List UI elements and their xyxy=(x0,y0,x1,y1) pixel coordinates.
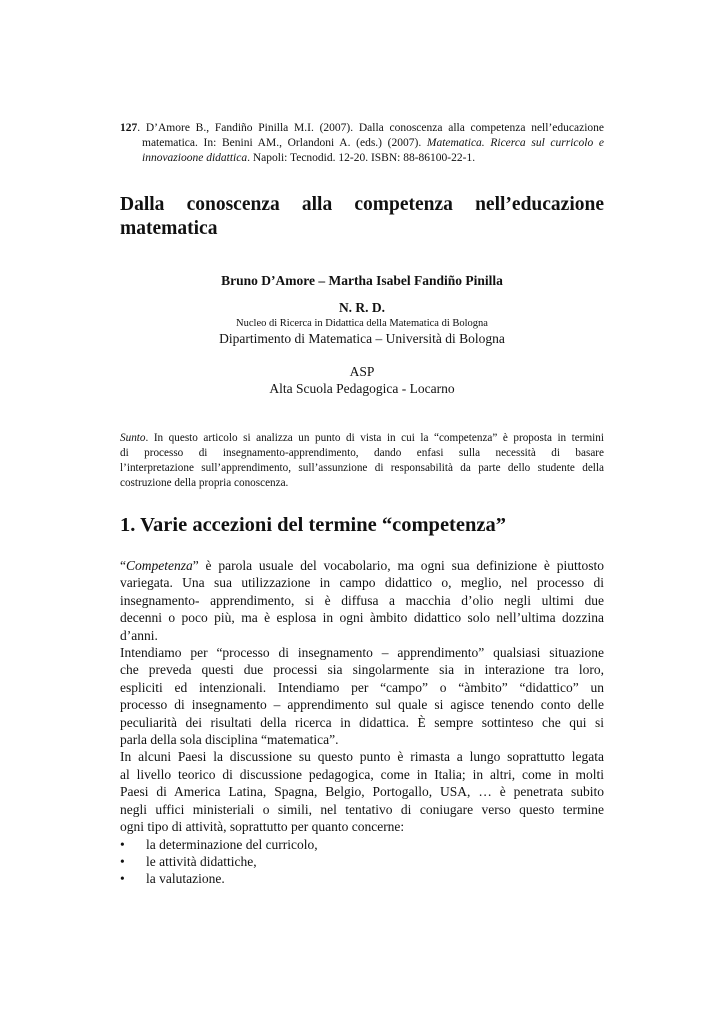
list-item-text: le attività didattiche, xyxy=(146,853,257,869)
body-line: Paesi di America Latina, Spagna, Belgio, Portogallo, USA, … è penetrata subito xyxy=(120,784,604,800)
body-line: ogni tipo di attività, soprattutto per quanto concerne: xyxy=(120,819,405,835)
open-quote: “ xyxy=(120,558,126,573)
affiliation-alta-scuola: Alta Scuola Pedagogica - Locarno xyxy=(269,381,455,396)
body-line: espliciti ed intenzionali. Intendiamo per “campo” o “àmbito” “didattico” un xyxy=(120,679,604,695)
citation-book-title: innovazioone didattica xyxy=(142,152,248,164)
paper-title xyxy=(120,193,604,241)
body-line: parla della sola disciplina “matematica”. xyxy=(120,732,339,748)
citation-publisher: . Napoli: Tecnodid. 12-20. ISBN: 88-86100-22-1. xyxy=(247,152,476,164)
list-item-text: la valutazione. xyxy=(146,871,225,887)
authors: Bruno D’Amore – Martha Isabel Fandiño Pinilla xyxy=(221,273,503,288)
citation-text: . D’Amore B., Fandiño Pinilla M.I. (2007). Dalla conoscenza alla competenza nell’educazione xyxy=(137,122,604,134)
list-item xyxy=(120,853,604,870)
bullet-icon: • xyxy=(120,836,125,852)
section-body xyxy=(120,557,604,888)
abstract-label: Sunto xyxy=(120,432,146,444)
list-item xyxy=(120,870,604,887)
body-line: peculiarità dei risultati della ricerca in didattica. È sempre sottinteso che qui si xyxy=(120,714,604,730)
term-competenza: Competenza xyxy=(126,558,193,573)
citation-line-1 xyxy=(120,121,604,136)
body-text: ” è parola usuale del vocabolario, ma ogni sua definizione è piuttosto xyxy=(192,558,604,573)
body-line xyxy=(120,557,604,574)
citation-number: 127 xyxy=(120,122,138,134)
title-line-2: matematica xyxy=(120,218,218,239)
body-line: d’anni. xyxy=(120,627,158,643)
body-line: decenni o poco più, ma è esplosa in ogni àmbito didattico solo nell’ultima dozzina xyxy=(120,610,604,626)
affiliation-dipartimento: Dipartimento di Matematica – Università di Bologna xyxy=(219,331,505,346)
body-line: che preveda questi due processi sia singolarmente sia in interazione tra loro, xyxy=(120,662,604,678)
citation-text: matematica. In: Benini AM., Orlandoni A. (eds.) (2007). xyxy=(142,137,427,149)
title-line-1: Dalla conoscenza alla competenza nell’educazione xyxy=(120,194,604,215)
body-line: variegata. Una sua utilizzazione in campo didattico o, meglio, nel processo di xyxy=(120,575,604,591)
bullet-icon: • xyxy=(120,871,125,887)
citation-line-2 xyxy=(120,136,604,151)
citation-book-title: Matematica. Ricerca sul curricolo e xyxy=(426,137,604,149)
abstract-line-3: l’interpretazione sull’apprendimento, sull’assunzione di responsabilità da parte dello studente della xyxy=(120,462,604,474)
body-line: insegnamento- apprendimento, si è diffusa a macchia d’olio negli ultimi due xyxy=(120,592,604,608)
body-line: In alcuni Paesi la discussione su questo punto è rimasta a lungo soprattutto legata xyxy=(120,749,604,765)
section-heading: 1. Varie accezioni del termine “competenza” xyxy=(120,514,506,536)
citation-line-3 xyxy=(120,151,604,166)
bullet-icon: • xyxy=(120,853,125,869)
body-line: negli uffici ministeriali o simili, nel tentativo di coniugare verso questo termine xyxy=(120,801,604,817)
citation-reference xyxy=(120,121,604,166)
body-line: processo di insegnamento – apprendimento sul quale si agisce tenendo conto delle xyxy=(120,697,604,713)
affiliation-asp: ASP xyxy=(349,364,375,379)
abstract-line-4: costruzione della propria conoscenza. xyxy=(120,477,289,489)
body-line: al livello teorico di discussione pedagogica, come in Italia; in altri, come in molti xyxy=(120,766,604,782)
abstract-line-2: di processo di insegnamento-apprendimento, dando enfasi sulla necessità di basare xyxy=(120,447,604,459)
affiliation-nrd: N. R. D. xyxy=(338,300,386,315)
list-item-text: la determinazione del curricolo, xyxy=(146,836,318,852)
abstract-text: . In questo articolo si analizza un punto di vista in cui la “competenza” è proposta in termini xyxy=(145,432,604,444)
abstract-line-1 xyxy=(120,431,604,446)
list-item xyxy=(120,836,604,853)
abstract xyxy=(120,431,604,491)
body-line: Intendiamo per “processo di insegnamento – apprendimento” qualsiasi situazione xyxy=(120,645,604,661)
affiliation-nucleo: Nucleo di Ricerca in Didattica della Matematica di Bologna xyxy=(236,318,488,329)
